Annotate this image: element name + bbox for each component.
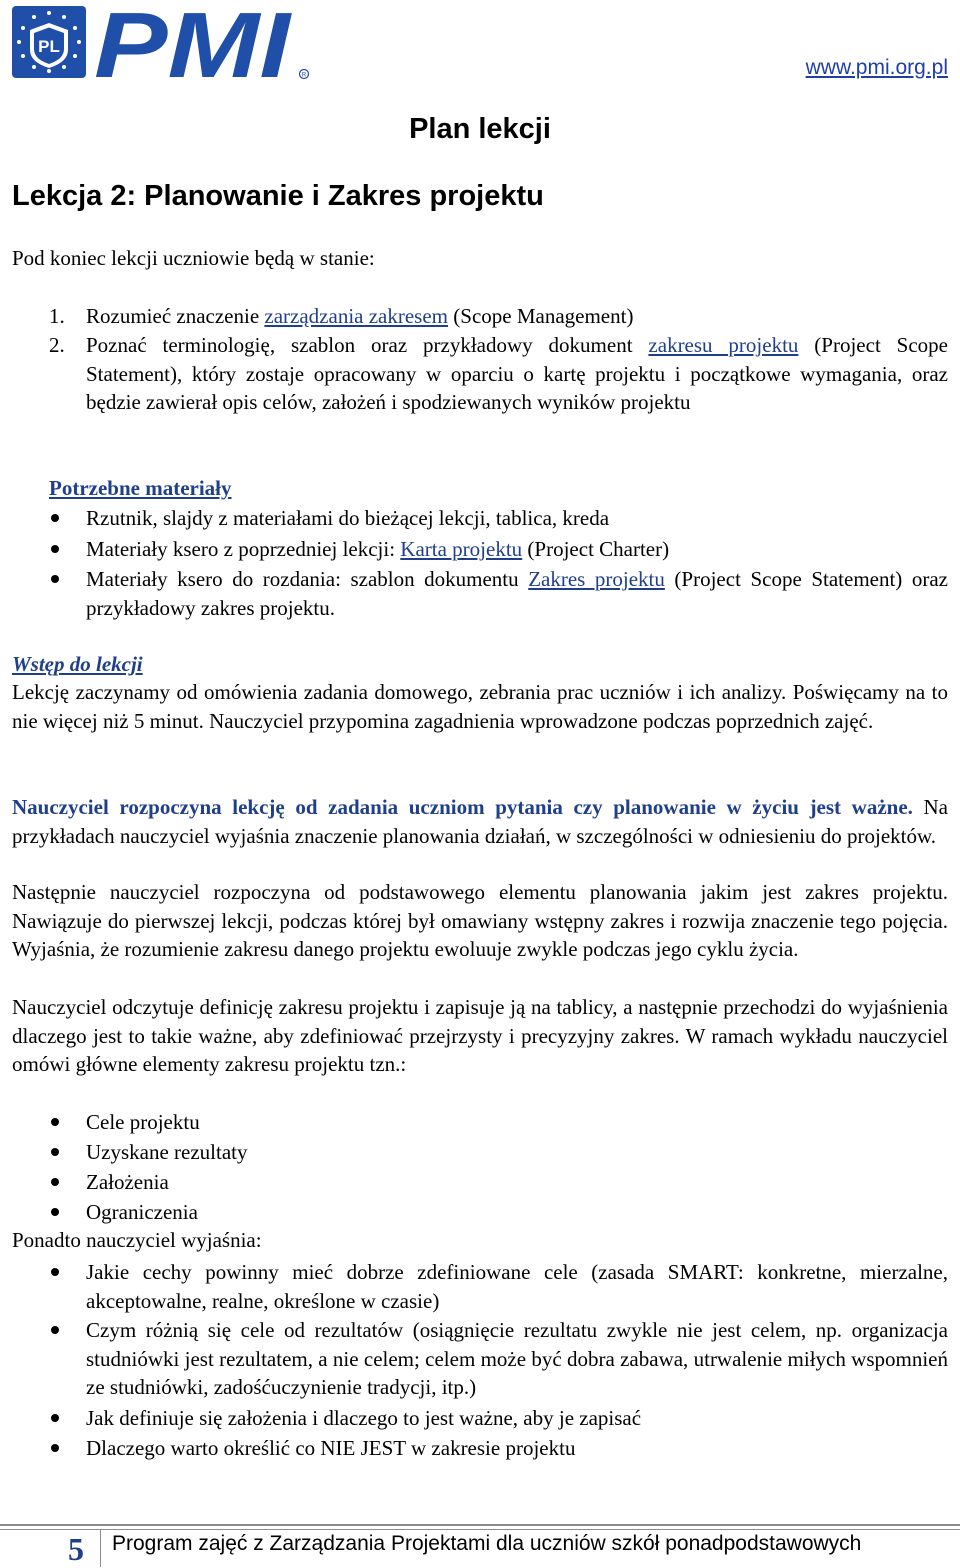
scope-element-item: Ograniczenia	[86, 1200, 198, 1224]
explain-item: Jak definiuje się założenia i dlaczego to jest ważne, aby je zapisać	[86, 1406, 642, 1430]
footer-divider	[0, 1524, 960, 1526]
lesson-title: Lekcja 2: Planowanie i Zakres projektu	[12, 180, 544, 212]
intro-section-heading[interactable]: Wstęp do lekcji	[12, 652, 143, 676]
page-number: 5	[68, 1531, 84, 1567]
scope-element-item: Cele projektu	[86, 1110, 200, 1134]
objective-number: 1.	[49, 304, 65, 328]
bullet-icon	[51, 1326, 59, 1334]
objective-item: Poznać terminologię, szablon oraz przykładowy dokument zakresu projektu (Project Scope Statement), który zostaje opracowany w oparciu o kartę projektu i początkowe wymagania, oraz będzie zawierał opis celów, założeń i spodziewanych wyników projektu	[86, 333, 948, 415]
scope-element-item: Założenia	[86, 1170, 169, 1194]
pmi-poland-logo	[10, 4, 310, 80]
intro-text: Pod koniec lekcji uczniowie będą w stanie:	[12, 246, 375, 270]
project-charter-link[interactable]: Karta projektu	[400, 537, 523, 561]
bullet-icon	[51, 1208, 59, 1216]
intro-paragraph-1: Lekcję zaczynamy od omówienia zadania domowego, zebrania prac uczniów i ich analizy. Poświęcamy na to nie więcej niż 5 minut. Nauczyciel przypomina zagadnienia wprowadzone podczas poprzednich zajęć.	[12, 680, 948, 733]
explain-item: Czym różnią się cele od rezultatów (osiągnięcie rezultatu zwykle nie jest celem, np. organizacja studniówki jest rezultatem, a nie celem; celem może być dobra zabawa, utrwalenie miłych wspomnień ze studniówki, zadośćuczynienie tradycji, itp.)	[86, 1318, 948, 1400]
bullet-icon	[51, 514, 59, 522]
explain-item: Jakie cechy powinny mieć dobrze zdefiniowane cele (zasada SMART: konkretne, mierzalne, akceptowalne, realne, określone w czasie)	[86, 1260, 948, 1313]
footer-text: Program zajęć z Zarządzania Projektami dla uczniów szkół ponadpodstawowych	[112, 1532, 862, 1555]
scope-element-item: Uzyskane rezultaty	[86, 1140, 248, 1164]
scope-statement-link[interactable]: Zakres projektu	[528, 567, 665, 591]
materials-item: Rzutnik, slajdy z materiałami do bieżącej lekcji, tablica, kreda	[86, 506, 610, 530]
bullet-icon	[51, 575, 59, 583]
intro-paragraph-4: Nauczyciel odczytuje definicję zakresu projektu i zapisuje ją na tablicy, a następnie przechodzi do wyjaśnienia dlaczego jest to takie ważne, aby zdefiniować przejrzysty i precyzyjny zakres. W ramach wykładu nauczyciel omówi główne elementy zakresu projektu tzn.:	[12, 995, 948, 1077]
materials-item: Materiały ksero z poprzedniej lekcji: Karta projektu (Project Charter)	[86, 537, 670, 561]
bullet-icon	[51, 1414, 59, 1422]
website-link[interactable]: www.pmi.org.pl	[805, 56, 948, 79]
objective-number: 2.	[49, 333, 65, 357]
explain-item: Dlaczego warto określić co NIE JEST w zakresie projektu	[86, 1436, 576, 1460]
bullet-icon	[51, 1148, 59, 1156]
logo-badge-text: PL	[38, 37, 60, 56]
project-scope-link[interactable]: zakresu projektu	[648, 333, 799, 357]
bullet-icon	[51, 1268, 59, 1276]
footer-divider	[0, 1529, 960, 1530]
bullet-icon	[51, 1178, 59, 1186]
logo-text: PMI	[94, 4, 293, 80]
page-title: Plan lekcji	[409, 113, 551, 145]
bullet-icon	[51, 1444, 59, 1452]
bullet-icon	[51, 545, 59, 553]
svg-text:R: R	[301, 72, 307, 79]
additionally-text: Ponadto nauczyciel wyjaśnia:	[12, 1228, 262, 1252]
objective-item: Rozumieć znaczenie zarządzania zakresem (Scope Management)	[86, 304, 634, 328]
intro-paragraph-2: Nauczyciel rozpoczyna lekcję od zadania uczniom pytania czy planowanie w życiu jest ważne. Na przykładach nauczyciel wyjaśnia znaczenie planowania działań, w szczególności w odniesieniu do projektów.	[12, 795, 948, 848]
materials-heading[interactable]: Potrzebne materiały	[49, 476, 232, 500]
footer-separator	[100, 1530, 101, 1567]
intro-paragraph-3: Następnie nauczyciel rozpoczyna od podstawowego elementu planowania jakim jest zakres projektu. Nawiązuje do pierwszej lekcji, podczas której był omawiany wstępny zakres i rozwija znaczenie tego pojęcia. Wyjaśnia, że rozumienie zakresu danego projektu ewoluuje zwykle podczas jego cyklu życia.	[12, 880, 948, 962]
scope-management-link[interactable]: zarządzania zakresem	[264, 304, 449, 328]
bullet-icon	[51, 1118, 59, 1126]
materials-item: Materiały ksero do rozdania: szablon dokumentu Zakres projektu (Project Scope Statement) oraz przykładowy zakres projektu.	[86, 567, 948, 620]
